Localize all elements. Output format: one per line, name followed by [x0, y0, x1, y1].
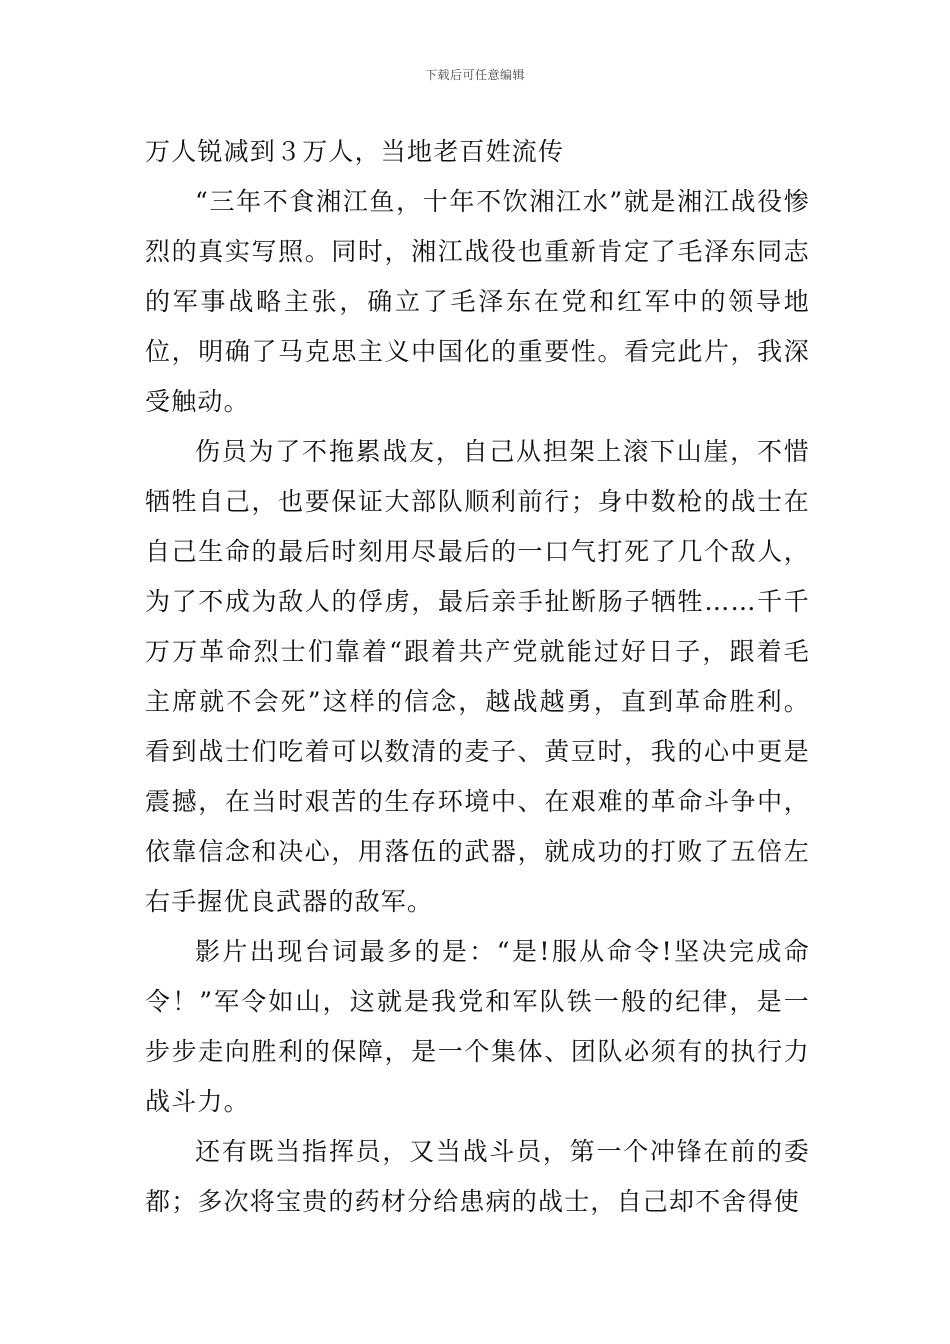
paragraph-3: 伤员为了不拖累战友，自己从担架上滚下山崖，不惜牺牲自己，也要保证大部队顺利前行；身中数枪的战士在自己生命的最后时刻用尽最后的一口气打死了几个敌人，为了不成为敌人的俘虏，最后亲手扯断肠子牺牲……千千万万革命烈士们靠着“跟着共产党就能过好日子，跟着毛主席就不会死”这样的信念，越战越勇，直到革命胜利。看到战士们吃着可以数清的麦子、黄豆时，我的心中更是震撼，在当时艰苦的生存环境中、在艰难的革命斗争中，依靠信念和决心，用落伍的武器，就成功的打败了五倍左右手握优良武器的敌军。 [145, 437, 810, 916]
page-header: 下载后可任意编辑 [424, 68, 525, 82]
paragraph-5: 还有既当指挥员，又当战斗员，第一个冲锋在前的委都；多次将宝贵的药材分给患病的战士，自己却不舍得使 [145, 1137, 810, 1216]
paragraph-4: 影片出现台词最多的是：“是!服从命令!坚决完成命令！”军令如山，这就是我党和军队铁一般的纪律，是一步步走向胜利的保障，是一个集体、团队必须有的执行力战斗力。 [145, 937, 810, 1116]
paragraph-2: “三年不食湘江鱼，十年不饮湘江水”就是湘江战役惨烈的真实写照。同时，湘江战役也重新肯定了毛泽东同志的军事战略主张，确立了毛泽东在党和红军中的领导地位，明确了马克思主义中国化的重要性。看完此片，我深受触动。 [145, 187, 810, 416]
body-text [145, 127, 810, 1227]
paragraph-1: 万人锐减到３万人，当地老百姓流传 [145, 137, 565, 166]
